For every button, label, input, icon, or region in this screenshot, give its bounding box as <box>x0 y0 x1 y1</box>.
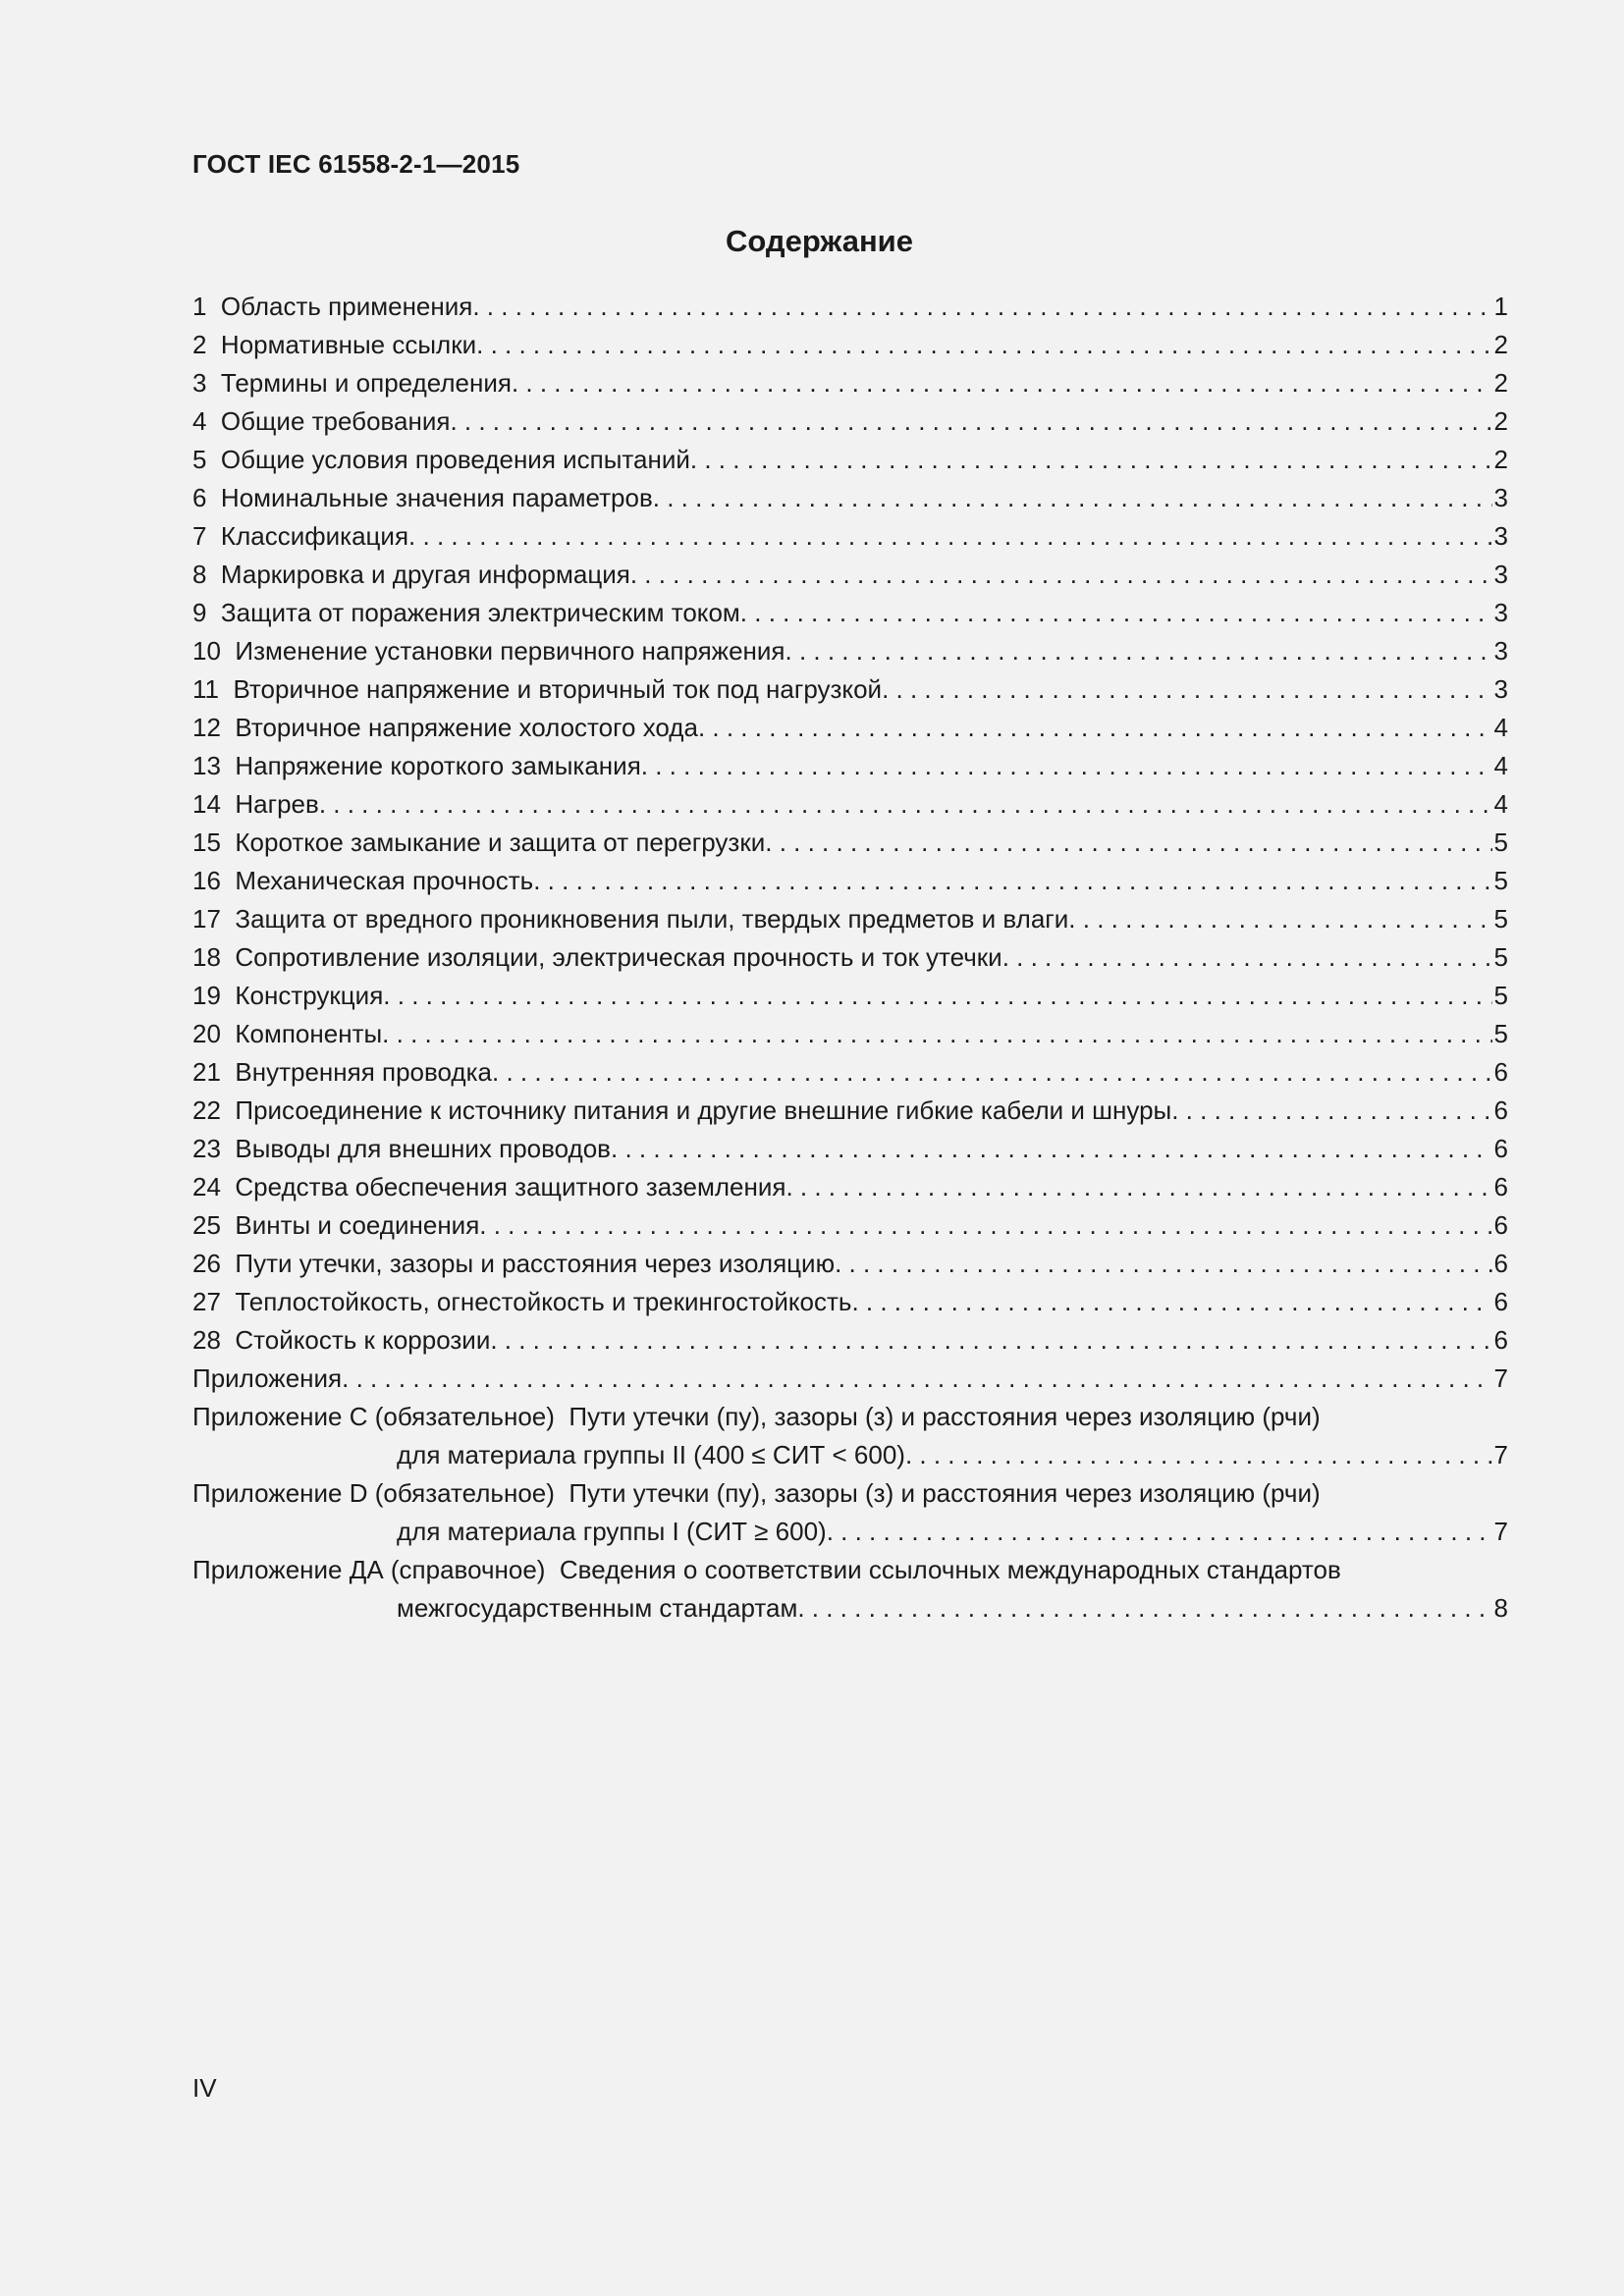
annex-name: Приложение С (обязательное) <box>192 1402 555 1431</box>
toc-entry-page: 1 <box>1493 292 1508 321</box>
toc-entry-1[interactable] <box>192 288 1508 326</box>
document-code-header: ГОСТ IEC 61558-2-1—2015 <box>192 149 520 179</box>
toc-entry-number: 20 <box>192 1019 221 1048</box>
toc-entry-20[interactable] <box>192 1015 1508 1053</box>
toc-entry-number: 28 <box>192 1325 221 1355</box>
toc-entry-label: Внутренняя проводка <box>235 1057 492 1087</box>
toc-entry-label: Защита от вредного проникновения пыли, твердых предметов и влаги <box>235 904 1069 934</box>
dot-leader <box>630 556 1492 594</box>
toc-entry-page: 2 <box>1493 368 1508 398</box>
toc-entry-label: Общие требования <box>220 406 451 436</box>
dot-leader <box>851 1283 1491 1321</box>
dot-leader <box>765 824 1491 862</box>
toc-entry-number: 3 <box>192 368 207 398</box>
dot-leader <box>653 479 1492 517</box>
toc-entry-page: 5 <box>1493 866 1508 895</box>
toc-entry-number: 13 <box>192 751 221 780</box>
toc-entry-number: 25 <box>192 1210 221 1240</box>
toc-entry-number: 15 <box>192 828 221 857</box>
toc-entry-number: 26 <box>192 1249 221 1278</box>
annex-name: Приложение ДА (справочное) <box>192 1555 546 1584</box>
dot-leader <box>382 1015 1491 1053</box>
toc-entry-11[interactable] <box>192 670 1508 709</box>
toc-title <box>0 224 1624 259</box>
toc-entry-number: 16 <box>192 866 221 895</box>
toc-entry-page: 6 <box>1493 1249 1508 1278</box>
dot-leader <box>797 1589 1491 1628</box>
toc-entry-15[interactable] <box>192 824 1508 862</box>
toc-entry-number: 11 <box>192 674 219 704</box>
toc-entry-page: 6 <box>1493 1057 1508 1087</box>
toc-entry-page: 6 <box>1493 1210 1508 1240</box>
dot-leader <box>479 1206 1491 1245</box>
toc-entry-label: Нагрев <box>235 789 319 819</box>
toc-entry-number: 5 <box>192 445 207 474</box>
toc-entry-number: 21 <box>192 1057 221 1087</box>
dot-leader <box>490 1321 1491 1360</box>
toc-entry-label: Короткое замыкание и защита от перегрузки <box>235 828 766 857</box>
toc-annex-c-title[interactable] <box>192 1398 1508 1436</box>
toc-annex-label <box>192 1474 1321 1513</box>
toc-entry-number: 18 <box>192 942 221 972</box>
toc-entry-label: Выводы для внешних проводов <box>235 1134 611 1163</box>
toc-entry-17[interactable] <box>192 900 1508 938</box>
toc-entry-label: Нормативные ссылки <box>220 330 477 359</box>
dot-leader <box>740 594 1492 632</box>
toc-entry-page: 3 <box>1493 598 1508 627</box>
toc-annex-label <box>192 1551 1341 1589</box>
toc-entry-4[interactable] <box>192 402 1508 441</box>
toc-entry-13[interactable] <box>192 747 1508 785</box>
toc-entry-page: 4 <box>1493 751 1508 780</box>
toc-entry-18[interactable] <box>192 938 1508 977</box>
toc-entry-page: 5 <box>1493 904 1508 934</box>
toc-title-text: Содержание <box>726 224 913 258</box>
toc-entry-page: 3 <box>1493 560 1508 589</box>
annex-name: Приложение D (обязательное) <box>192 1478 555 1508</box>
toc-entry-page: 2 <box>1493 445 1508 474</box>
toc-entry-page: 6 <box>1493 1095 1508 1125</box>
toc-annex-c-continuation[interactable] <box>192 1436 1508 1474</box>
toc-entry-label: Теплостойкость, огнестойкость и трекингостойкость <box>235 1287 852 1316</box>
toc-entry-number: 8 <box>192 560 207 589</box>
toc-entry-number: 1 <box>192 292 207 321</box>
toc-entry-22[interactable] <box>192 1092 1508 1130</box>
toc-entry-page: 6 <box>1493 1172 1508 1201</box>
toc-annex-d-continuation[interactable] <box>192 1513 1508 1551</box>
toc-entry-26[interactable] <box>192 1245 1508 1283</box>
toc-entry-page: 4 <box>1493 713 1508 742</box>
toc-entry-annexes[interactable] <box>192 1360 1508 1398</box>
toc-entry-page: 4 <box>1493 789 1508 819</box>
toc-entry-27[interactable] <box>192 1283 1508 1321</box>
toc-entry-number: 6 <box>192 483 207 512</box>
toc-entry-label: Напряжение короткого замыкания <box>235 751 641 780</box>
dot-leader <box>905 1436 1492 1474</box>
toc-entry-page: 3 <box>1493 483 1508 512</box>
toc-entry-label: Приложения <box>192 1363 343 1393</box>
toc-entry-page: 5 <box>1493 942 1508 972</box>
toc-entry-number: 24 <box>192 1172 221 1201</box>
toc-entry-label: Присоединение к источнику питания и другие внешние гибкие кабели и шнуры <box>235 1095 1172 1125</box>
toc-annex-da-continuation[interactable] <box>192 1589 1508 1628</box>
toc-entry-3[interactable] <box>192 364 1508 402</box>
dot-leader <box>383 977 1491 1015</box>
dot-leader <box>690 441 1492 479</box>
toc-entry-10[interactable] <box>192 632 1508 670</box>
toc-entry-24[interactable] <box>192 1168 1508 1206</box>
toc-entry-label: Средства обеспечения защитного заземления <box>235 1172 786 1201</box>
toc-entry-page: 3 <box>1493 674 1508 704</box>
dot-leader <box>512 364 1492 402</box>
toc-entry-label: Номинальные значения параметров <box>220 483 653 512</box>
toc-entry-number: 14 <box>192 789 221 819</box>
dot-leader <box>450 402 1491 441</box>
toc-entry-number: 23 <box>192 1134 221 1163</box>
toc-entry-number: 19 <box>192 981 221 1010</box>
toc-annex-da-title[interactable] <box>192 1551 1508 1589</box>
toc-entry-7[interactable] <box>192 517 1508 556</box>
toc-entry-number: 4 <box>192 406 207 436</box>
dot-leader <box>785 632 1492 670</box>
toc-annex-d-title[interactable] <box>192 1474 1508 1513</box>
dot-leader <box>533 862 1491 900</box>
toc-entry-16[interactable] <box>192 862 1508 900</box>
toc-entry-page: 8 <box>1493 1593 1508 1623</box>
toc-entry-label: Механическая прочность <box>235 866 534 895</box>
toc-entry-label: Конструкция <box>235 981 384 1010</box>
toc-entry-23[interactable] <box>192 1130 1508 1168</box>
toc-entry-label: Вторичное напряжение холостого хода <box>235 713 698 742</box>
dot-leader <box>641 747 1492 785</box>
toc-entry-page: 5 <box>1493 1019 1508 1048</box>
toc-entry-label: Вторичное напряжение и вторичный ток под нагрузкой <box>233 674 883 704</box>
toc-entry-number: 17 <box>192 904 221 934</box>
toc-entry-number: 2 <box>192 330 207 359</box>
toc-entry-label: Термины и определения <box>220 368 512 398</box>
toc-entry-28[interactable] <box>192 1321 1508 1360</box>
dot-leader <box>698 709 1492 747</box>
annex-title-line1: Сведения о соответствии ссылочных международных стандартов <box>559 1555 1341 1584</box>
dot-leader <box>472 288 1491 326</box>
dot-leader <box>835 1245 1491 1283</box>
toc-entry-page: 7 <box>1493 1440 1508 1469</box>
toc-entry-page: 6 <box>1493 1287 1508 1316</box>
toc-entry-label: Изменение установки первичного напряжения <box>235 636 785 666</box>
toc-entry-label: Общие условия проведения испытаний <box>220 445 690 474</box>
dot-leader <box>882 670 1491 709</box>
toc-entry-number: 22 <box>192 1095 221 1125</box>
toc-entry-25[interactable] <box>192 1206 1508 1245</box>
toc-entry-label: Пути утечки, зазоры и расстояния через изоляцию <box>235 1249 836 1278</box>
dot-leader <box>827 1513 1492 1551</box>
toc-entry-number: 27 <box>192 1287 221 1316</box>
dot-leader <box>492 1053 1492 1092</box>
toc-entry-label: Стойкость к коррозии <box>235 1325 491 1355</box>
toc-entry-page: 7 <box>1493 1517 1508 1546</box>
toc-entry-page: 5 <box>1493 981 1508 1010</box>
toc-entry-number: 9 <box>192 598 207 627</box>
toc-entry-number: 10 <box>192 636 221 666</box>
toc-entry-page: 5 <box>1493 828 1508 857</box>
annex-title-line2: для материала группы II (400 ≤ СИТ < 600) <box>397 1440 905 1469</box>
toc-entry-label: Классификация <box>220 521 409 551</box>
toc-entry-label: Область применения <box>220 292 473 321</box>
annex-title-line2: для материала группы I (СИТ ≥ 600) <box>397 1517 827 1546</box>
toc-entry-page: 7 <box>1493 1363 1508 1393</box>
toc-entry-page: 3 <box>1493 521 1508 551</box>
dot-leader <box>785 1168 1491 1206</box>
toc-entry-19[interactable] <box>192 977 1508 1015</box>
toc-entry-label: Маркировка и другая информация <box>220 560 630 589</box>
toc-entry-label: Компоненты <box>235 1019 383 1048</box>
table-of-contents <box>192 288 1508 1628</box>
toc-entry-12[interactable] <box>192 709 1508 747</box>
dot-leader <box>611 1130 1492 1168</box>
toc-entry-2[interactable] <box>192 326 1508 364</box>
dot-leader <box>1171 1092 1491 1130</box>
toc-entry-14[interactable] <box>192 785 1508 824</box>
toc-entry-label: Сопротивление изоляции, электрическая прочность и ток утечки <box>235 942 1002 972</box>
toc-entry-9[interactable] <box>192 594 1508 632</box>
toc-entry-page: 2 <box>1493 330 1508 359</box>
toc-entry-21[interactable] <box>192 1053 1508 1092</box>
dot-leader <box>1002 938 1492 977</box>
dot-leader <box>476 326 1491 364</box>
toc-entry-number: 12 <box>192 713 221 742</box>
page-number: IV <box>192 2073 217 2103</box>
toc-entry-page: 3 <box>1493 636 1508 666</box>
annex-title-line2: межгосударственным стандартам <box>397 1593 798 1623</box>
dot-leader <box>1068 900 1491 938</box>
dot-leader <box>319 785 1492 824</box>
dot-leader <box>408 517 1491 556</box>
toc-entry-label: Винты и соединения <box>235 1210 480 1240</box>
dot-leader <box>342 1360 1491 1398</box>
toc-entry-page: 6 <box>1493 1134 1508 1163</box>
toc-entry-6[interactable] <box>192 479 1508 517</box>
toc-entry-5[interactable] <box>192 441 1508 479</box>
toc-entry-page: 2 <box>1493 406 1508 436</box>
toc-entry-page: 6 <box>1493 1325 1508 1355</box>
toc-annex-label <box>192 1398 1321 1436</box>
annex-title-line1: Пути утечки (пу), зазоры (з) и расстояния через изоляцию (рчи) <box>568 1478 1321 1508</box>
toc-entry-8[interactable] <box>192 556 1508 594</box>
annex-title-line1: Пути утечки (пу), зазоры (з) и расстояния через изоляцию (рчи) <box>568 1402 1321 1431</box>
toc-entry-label: Защита от поражения электрическим током <box>220 598 740 627</box>
toc-entry-number: 7 <box>192 521 207 551</box>
